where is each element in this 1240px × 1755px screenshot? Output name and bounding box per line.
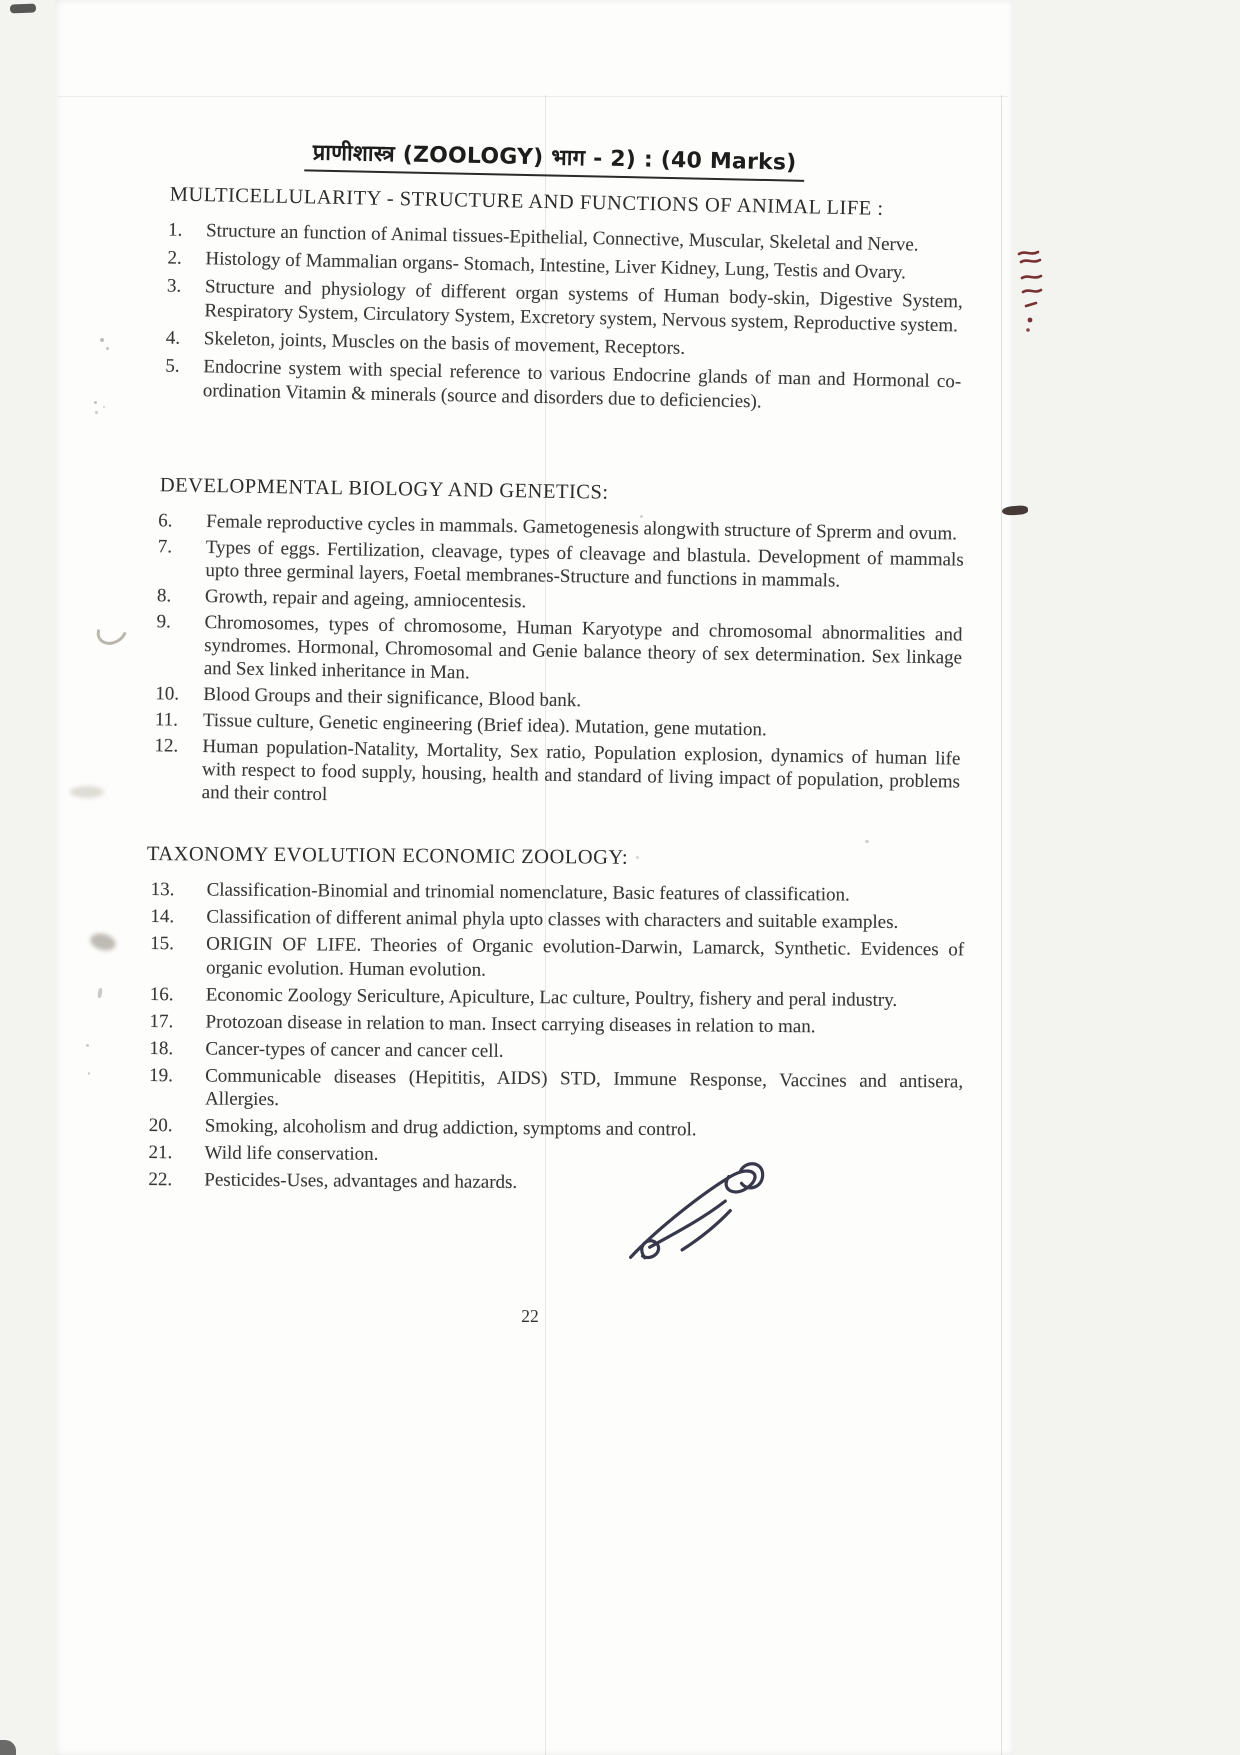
red-margin-scribbles [1016, 248, 1052, 334]
item-text: Pesticides-Uses, advantages and hazards. [204, 1169, 518, 1193]
item-number: 6. [158, 510, 173, 532]
item-number: 13. [150, 879, 175, 901]
margin-speck [100, 338, 104, 342]
scan-speck [636, 856, 639, 859]
item-number: 16. [149, 983, 174, 1005]
margin-speck [106, 347, 109, 350]
item-text: Tissue culture, Genetic engineering (Brief idea). Mutation, gene mutation. [202, 709, 767, 741]
margin-speck [94, 401, 97, 404]
item-number: 9. [156, 611, 171, 633]
margin-speck [88, 1072, 90, 1075]
item-number: 2. [167, 247, 182, 269]
item-number: 4. [165, 327, 181, 349]
page-number: 22 [521, 1306, 539, 1326]
item-number: 14. [150, 906, 175, 928]
margin-speck [95, 411, 98, 414]
syllabus-item [144, 905, 966, 935]
syllabus-section-1 [139, 474, 966, 820]
item-number: 21. [148, 1142, 173, 1164]
syllabus-item [142, 610, 965, 693]
item-text: Economic Zoology Sericulture, Apiculture, Lac culture, Poultry, fishery and peral industry. [205, 983, 898, 1011]
scan-speck [640, 515, 643, 518]
syllabus-item [143, 1036, 965, 1066]
syllabus-item [144, 1009, 966, 1039]
item-number: 15. [150, 933, 175, 955]
item-text: Blood Groups and their significance, Blood bank. [203, 683, 582, 712]
section-heading: TAXONOMY EVOLUTION ECONOMIC ZOOLOGY: [146, 843, 629, 869]
syllabus-item [144, 982, 966, 1012]
syllabus-item [143, 1114, 965, 1144]
item-text: Structure and physiology of different organ systems of Human body-skin, Digestive System, Respiratory System, Circulatory System, Excretory system, Nervous system, Reproductive system. [204, 276, 963, 337]
item-number: 22. [148, 1169, 173, 1191]
item-number: 17. [149, 1010, 174, 1032]
syllabus-item [143, 1063, 965, 1116]
item-text: Cancer-types of cancer and cancer cell. [205, 1037, 504, 1062]
syllabus-item [142, 1141, 964, 1171]
scan-speck [865, 840, 869, 843]
syllabus-section-2 [142, 843, 967, 1201]
item-text: Communicable diseases (Hepititis, AIDS) STD, Immune Response, Vaccines and antisera, Allergies. [204, 1064, 964, 1111]
item-text: Types of eggs. Fertilization, cleavage, types of cleavage and blastula. Development of mammals upto three germinal layers, Foetal membranes-Structure and functions in mammals. [205, 537, 964, 592]
syllabus-item [145, 878, 967, 908]
item-text: Histology of Mammalian organs- Stomach, Intestine, Liver Kidney, Lung, Testis and Ovary. [205, 248, 907, 284]
item-text: Female reproductive cycles in mammals. Gametogenesis alongwith structure of Sprerm and ovum. [206, 511, 958, 545]
item-number: 19. [149, 1064, 174, 1086]
page-top-edge-line [58, 96, 1008, 97]
item-text: Smoking, alcoholism and drug addiction, symptoms and control. [204, 1115, 697, 1141]
item-text: Classification-Binomial and trinomial nomenclature, Basic features of classification. [206, 879, 850, 906]
item-number: 12. [154, 735, 179, 757]
page-title: प्राणीशास्त्र (ZOOLOGY) भाग - 2) : (40 Marks) [304, 136, 804, 181]
item-number: 20. [148, 1115, 173, 1137]
item-text: Human population-Natality, Mortality, Sex ratio, Population explosion, dynamics of human life with respect to food supply, housing, health and standard of living impact of population, problems and their control [201, 735, 961, 806]
item-number: 18. [149, 1037, 174, 1059]
item-number: 7. [157, 536, 173, 558]
syllabus-item [140, 734, 963, 817]
item-text: Wild life conservation. [204, 1142, 379, 1165]
item-number: 1. [167, 219, 183, 241]
scanner-edge-mark [0, 1740, 16, 1755]
item-number: 10. [155, 683, 180, 705]
item-text: Chromosomes, types of chromosome, Human Karyotype and chromosomal abnormalities and syndromes. Hormonal, Chromosomal and Genie balance theory of sex determination. Sex linkage and Sex linked inheritance in Man. [203, 612, 963, 684]
syllabus-item [144, 932, 966, 985]
item-number: 8. [156, 585, 172, 607]
item-number: 11. [154, 709, 179, 731]
gray-smudge [70, 786, 104, 798]
item-number: 3. [166, 275, 182, 297]
margin-speck [103, 406, 105, 408]
syllabus-item [142, 1168, 964, 1198]
item-text: Skeleton, joints, Muscles on the basis of movement, Receptors. [203, 328, 686, 359]
margin-speck [86, 1044, 89, 1047]
section-heading: DEVELOPMENTAL BIOLOGY AND GENETICS: [159, 474, 609, 504]
syllabus-section-0 [141, 183, 967, 422]
item-text: Growth, repair and ageing, amniocentesis. [204, 586, 527, 613]
section-heading: MULTICELLULARITY - STRUCTURE AND FUNCTIONS OF ANIMAL LIFE : [169, 183, 884, 220]
item-text: Endocrine system with special reference to various Endocrine glands of man and Hormonal co-ordination Vitamin & minerals (source and disorders due to deficiencies). [202, 356, 962, 413]
item-number: 5. [165, 355, 180, 377]
right-fold-line [1001, 95, 1002, 1755]
item-text: ORIGIN OF LIFE. Theories of Organic evolution-Darwin, Lamarck, Synthetic. Evidences of organic evolution. Human evolution. [205, 933, 965, 981]
scanner-edge-mark [10, 4, 36, 14]
item-text: Structure an function of Animal tissues-Epithelial, Connective, Muscular, Skeletal and Nerve. [205, 220, 919, 256]
item-text: Classification of different animal phyla upto classes with characters and suitable examples. [206, 906, 899, 933]
handwritten-signature [613, 1154, 782, 1265]
ink-dash-mark [1002, 505, 1029, 516]
item-text: Protozoan disease in relation to man. Insect carrying diseases in relation to man. [205, 1010, 816, 1037]
